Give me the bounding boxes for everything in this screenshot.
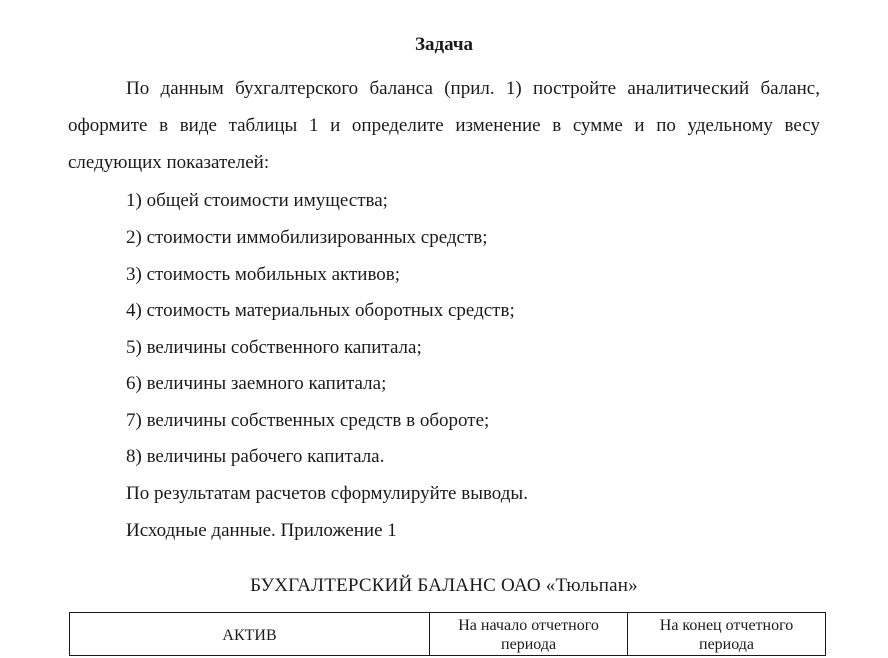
header-period-end: На конец отчетного периода — [628, 613, 826, 656]
task-item-6: 6) величины заемного капитала; — [126, 373, 387, 394]
task-item-5: 5) величины собственного капитала; — [126, 337, 422, 358]
task-title: Задача — [414, 34, 474, 55]
source-note: Исходные данные. Приложение 1 — [126, 520, 397, 541]
task-item-2: 2) стоимости иммобилизированных средств; — [126, 227, 488, 248]
balance-title: БУХГАЛТЕРСКИЙ БАЛАНС ОАО «Тюльпан» — [250, 575, 638, 596]
header-period-start: На начало отчетного периода — [430, 613, 628, 656]
task-item-1: 1) общей стоимости имущества; — [126, 190, 388, 211]
conclusion-text: По результатам расчетов сформулируйте выводы. — [126, 483, 528, 504]
task-item-7: 7) величины собственных средств в обороте; — [126, 410, 490, 431]
balance-header-row — [70, 613, 826, 656]
task-item-4: 4) стоимость материальных оборотных средств; — [126, 300, 515, 321]
task-paragraph: По данным бухгалтерского баланса (прил. 1) постройте аналитический баланс, оформите в виде таблицы 1 и определите изменение в сумме и по удельному весу следующих показателей: — [68, 78, 820, 173]
task-item-8: 8) величины рабочего капитала. — [126, 446, 385, 467]
balance-table — [69, 612, 826, 656]
task-item-3: 3) стоимость мобильных активов; — [126, 264, 401, 285]
header-asset: АКТИВ — [70, 613, 430, 656]
